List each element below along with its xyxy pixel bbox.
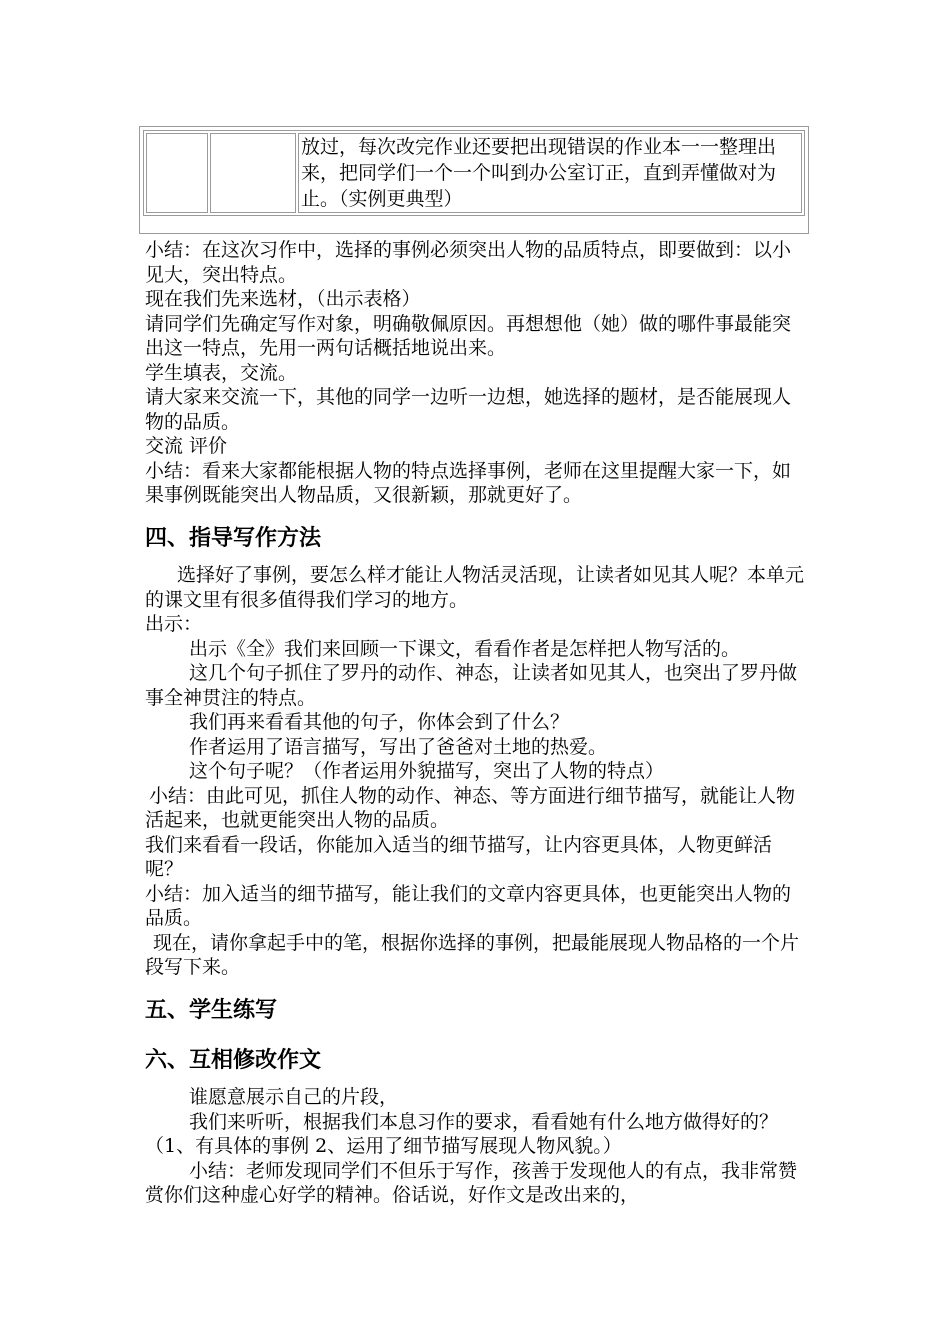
heading-5-wrap	[145, 996, 809, 1026]
section-heading-4: 四、指导写作方法	[145, 526, 322, 551]
section-block-2	[145, 563, 809, 980]
paragraph: 选择好了事例，要怎么样才能让人物活灵活现，让读者如见其人呢？本单元的课文里有很多值得我们学习的地方。	[145, 564, 805, 611]
paragraph: 小结：加入适当的细节描写，能让我们的文章内容更具体，也更能突出人物的品质。	[145, 882, 792, 929]
example-table	[143, 130, 805, 216]
section-heading-6: 六、互相修改作文	[145, 1048, 322, 1073]
paragraph: 请大家来交流一下，其他的同学一边听一边想，她选择的题材，是否能展现人物的品质。	[145, 386, 792, 433]
paragraph: 小结：老师发现同学们不但乐于写作，孩善于发现他人的有点，我非常赞赏你们这种虚心好学的精神。俗话说，好作文是改出来的，	[145, 1159, 798, 1206]
table-cell-empty-2	[210, 133, 296, 213]
section-heading-5: 五、学生练写	[145, 998, 278, 1023]
paragraph: 作者运用了语言描写，写出了爸爸对土地的热爱。	[189, 735, 608, 758]
paragraph: 现在我们先来选材，（出示表格）	[145, 288, 421, 310]
table-frame	[139, 126, 809, 234]
paragraph: 交流 评价	[145, 435, 228, 457]
heading-4-wrap	[145, 524, 809, 554]
paragraph: 出示：	[145, 613, 203, 635]
table-cell-empty-1	[146, 133, 208, 213]
table-row	[146, 133, 802, 213]
heading-6-wrap	[145, 1046, 809, 1076]
paragraph: 我们再来看看其他的句子，你体会到了什么？	[189, 711, 570, 733]
paragraph: 现在，请你拿起手中的笔，根据你选择的事例，把最能展现人物品格的一个片段写下来。	[145, 931, 800, 978]
section-block-1	[145, 238, 809, 508]
paragraph: 谁愿意展示自己的片段，	[189, 1086, 399, 1108]
paragraph: 出示《全》我们来回顾一下课文，看看作者是怎样把人物写活的。	[189, 637, 741, 660]
table-cell-text: 放过，每次改完作业还要把出现错误的作业本一一整理出来，把同学们一个一个叫到办公室订正，直到弄懂做对为止。（实例更典型）	[298, 133, 802, 213]
paragraph: 请同学们先确定写作对象，明确敬佩原因。再想想他（她）做的哪件事最能突出这一特点，先用一两句话概括地说出来。	[145, 312, 792, 359]
paragraph: 学生填表，交流。	[145, 361, 298, 384]
paragraph: 我们来听听，根据我们本息习作的要求，看看她有什么地方做得好的？（1、有具体的事例 2、运用了细节描写展现人物风貌。）	[145, 1110, 779, 1157]
paragraph: 小结：由此可见，抓住人物的动作、神态、等方面进行细节描写，就能让人物活起来，也就更能突出人物的品质。	[145, 784, 796, 831]
section-block-3	[145, 1085, 809, 1208]
paragraph: 小结：看来大家都能根据人物的特点选择事例，老师在这里提醒大家一下，如果事例既能突出人物品质，又很新颖，那就更好了。	[145, 459, 792, 506]
paragraph: 我们来看看一段话，你能加入适当的细节描写，让内容更具体，人物更鲜活呢？	[145, 833, 773, 880]
paragraph: 这个句子呢？（作者运用外貌描写，突出了人物的特点）	[189, 760, 665, 782]
paragraph: 小结：在这次习作中，选择的事例必须突出人物的品质特点，即要做到：以小见大，突出特点。	[145, 239, 792, 286]
paragraph: 这几个句子抓住了罗丹的动作、神态，让读者如见其人，也突出了罗丹做事全神贯注的特点。	[145, 662, 798, 709]
